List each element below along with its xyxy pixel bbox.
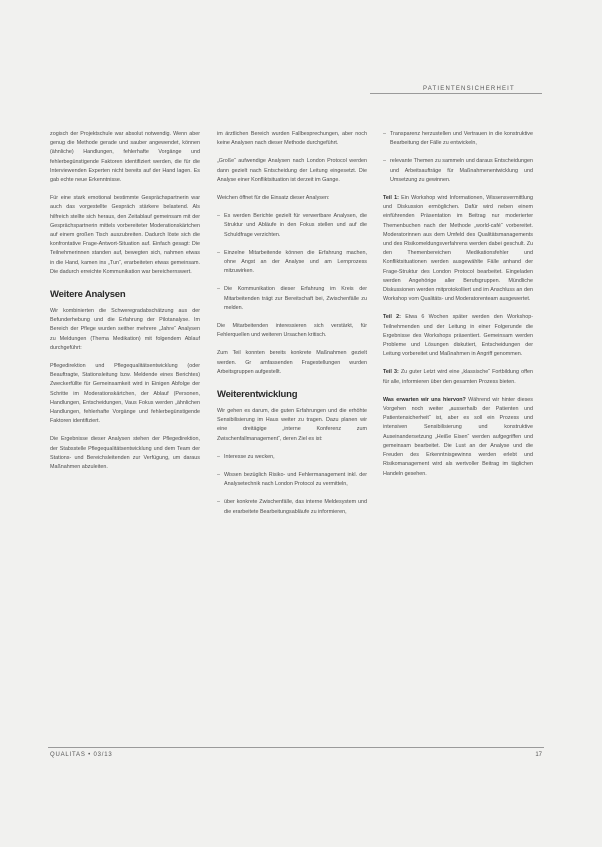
paragraph: zogisch der Projektschule war absolut notwendig. Wenn aber genug die Methode gerade und sauber angewendet, können (ähnliche) Handlungen, fehlerhafte Vorgänge und fehlerbegünstigende Faktoren identifiziert werden, die für die Interviewenden Experten nicht bereits auf der Hand lagen. Es gab echte neue Erkenntnisse. bbox=[50, 131, 200, 184]
bullet-list bbox=[217, 212, 367, 313]
paragraph: im ärztlichen Bereich wurden Fallbesprechungen, aber noch keine Analysen nach dieser Methode durchgeführt. bbox=[217, 131, 367, 147]
running-title: PATIENTENSICHERHEIT bbox=[420, 86, 526, 92]
paragraph-text: Ein Workshop wird Informationen, Wissensvermittlung und Diskussion ermöglichen. Dafür wird neben einem einführenden Präsentation im Beitrag nur moderierter Themenbuchen nach der Methode „world-café“ vorbereitet. Moderatorinnen aus dem Umfeld des Qualitätsmanagements und des Risikomeldungsverfahrens werden dabei geschult. Zu den Themenbereichen Medikationsfehler und Konfliktsituationen werden ausgewählte Fälle anhand der Frage-Struktur des London Protocol bearbeitet. Eingeladen werden Angehörige aller Berufsgruppen. Mündliche Diskussionen werden mitprotokolliert und im Anschluss an den Workshop vom Qualitäts- und Moderatorenteam ausgewertet. bbox=[383, 195, 533, 303]
paragraph-lead: Teil 1: bbox=[383, 195, 399, 202]
header-rule bbox=[370, 93, 542, 94]
bullet-list bbox=[217, 453, 367, 517]
list-item: – Wissen bezüglich Risiko- und Fehlermanagement inkl. der Analysetechnik nach London Protocol zu vermitteln, bbox=[217, 471, 367, 489]
paragraph: Die Ergebnisse dieser Analysen stehen der Pflegedirektion, der Stabsstelle Pflegequalitätsentwicklung und dem Team der Stations- und Bereichsleitenden zur Verfügung, um daraus Maßnahmen abzuleiten. bbox=[50, 436, 200, 471]
bullet-list bbox=[383, 130, 533, 185]
paragraph-lead: Was erwarten wir uns hiervon? bbox=[383, 396, 466, 403]
paragraph: Pflegedirektion und Pflegequalitätsentwicklung (oder Beauftragte, Stationsleitung bzw. Meldende eines Berichtes) Zweckerfüllte für Gemeinsamkeit wird in Einigen Abfolge der Schritte im Moderationskärtchen, der Ablauf (Personen, Handlungen, Entscheidungen, Vaus Fokus werden „ähnlichen Handlungen, fehlerhafte Vorgänge und fehlerbegünstigende Faktoren identifiziert. bbox=[50, 363, 200, 425]
paragraph: Für eine stark emotional bestimmte Gesprächspartnerin war auch das vorgestellte Gespräch stärkere belastend. Als hilfreich stellte sich heraus, den Zeitablauf gemeinsam mit der Gesprächspartnerin mittels vorbereiteter Moderationskärtchen auf einem großen Tisch auszubreiten. Dadurch löste sich die konfrontative Frage-Antwort-Situation auf. Einfach gesagt: Die Teilnehmerinnen standen auf, bewegten sich, nahmen etwas in die Hand, kamen ins „Tun“, erarbeiteten etwas gemeinsam. Die dadurch erreichte Kommunikation war bereichernswert. bbox=[50, 195, 200, 275]
paragraph-text: Während wir hinter dieses Vorgehen noch weiter „ausserhalb der Patienten und Patientensicherheit“ ist, aber es soll ein Prozess und intensiven Sensibilisierung und konstruktive Auseinandersetzung „Heiße Eisen“ werden aufgegriffen und gemeinsam bearbeitet. Die Lust an der Analyse und die Freuden des Erkenntnisgewinns werden erlebt und Risikomanagement wird als wertvoller Beitrag im täglichen Handeln gesehen. bbox=[383, 396, 533, 477]
paragraph bbox=[383, 313, 533, 359]
list-item: – relevante Themen zu sammeln und daraus Entscheidungen und Arbeitsaufträge für Maßnahmenentwicklung und Umsetzung zu gewinnen. bbox=[383, 157, 533, 185]
section-heading-weitere-analysen: Weitere Analysen bbox=[50, 289, 126, 301]
column-1 bbox=[50, 130, 200, 481]
list-item: – Einzelne Mitarbeitende können die Erfahrung machen, ohne Angst an der Analyse und am Lernprozess mitzuwirken. bbox=[217, 249, 367, 277]
paragraph bbox=[383, 368, 533, 386]
paragraph-lead: Teil 3: bbox=[383, 369, 399, 376]
paragraph: Zum Teil konnten bereits konkrete Maßnahmen gezielt werden. Gr amfassenden Fragestellungen wurden Arbeitsgruppen aufgestellt. bbox=[217, 350, 367, 375]
footer-rule bbox=[48, 747, 544, 748]
paragraph: Wir kombinierten die Schweregradabschätzung aus der Befunderhebung und die Erfahrung der Pilotanalyse. Im Bereich der Pflege wurden seither mehrere „Jahre“ Analysen zu Meldungen (Thema Medikation) mit folgendem Ablauf durchgeführt: bbox=[50, 308, 200, 351]
list-item: – Transparenz herzustellen und Vertrauen in die konstruktive Bearbeitung der Fälle zu entwickeln, bbox=[383, 130, 533, 148]
list-item: – Interesse zu wecken, bbox=[217, 453, 367, 462]
paragraph-text: Zu guter Letzt wird eine „klassische“ Fortbildung offen für alle, informieren über den gesamten Prozess bieten. bbox=[383, 369, 534, 385]
column-3 bbox=[383, 130, 533, 488]
list-item: – Es werden Berichte gezielt für verwertbare Analysen, die Struktur und Abläufe in den Fokus stellen und auf die Schuldfrage verzichten. bbox=[217, 212, 367, 240]
paragraph: „Große“ aufwendige Analysen nach London Protocol werden dann gezielt nach Entscheidung der Leitung eingesetzt. Die Analyse einer Konfliktsituation ist derzeit im Gange. bbox=[217, 158, 367, 183]
journal-footer: QUALITAS • 03/13 bbox=[50, 752, 113, 758]
paragraph-text: Etwa 6 Wochen später werden den Workshop-Teilnehmenden und der Leitung in einer Folgerunde die Ergebnisse des Workshops präsentiert. Gemeinsam werden Probleme und Lösungen diskutiert, Entscheidungen der Leitung vorbereitet und Maßnahmen in Angriff genommen. bbox=[383, 314, 533, 358]
section-heading-weiterentwicklung: Weiterentwicklung bbox=[217, 389, 298, 401]
paragraph: Die Mitarbeitenden interessieren sich verstärkt, für Fehlerquellen und weiteren Ursachen kritisch. bbox=[217, 323, 367, 339]
paragraph: Wir gehen es darum, die guten Erfahrungen und die erhöhte Sensibilisierung im Haus weiter zu tragen. Dazu planen wir eine dreitägige „interne Konferenz zum Zwischenfallmanagement“, deren Ziel es ist: bbox=[217, 408, 367, 442]
paragraph bbox=[383, 194, 533, 304]
page-number: 17 bbox=[535, 752, 542, 758]
list-item: – über konkrete Zwischenfälle, das interne Meldesystem und die erarbeitete Bearbeitungsabläufe zu informieren, bbox=[217, 498, 367, 516]
paragraph: Weichen öffnet für die Einsatz dieser Analysen: bbox=[217, 195, 330, 202]
list-item: – Die Kommunikation dieser Erfahrung im Kreis der Mitarbeitenden trägt zur Bereitschaft bei, Zwischenfälle zu melden. bbox=[217, 285, 367, 313]
column-2 bbox=[217, 130, 367, 526]
paragraph-lead: Teil 2: bbox=[383, 314, 401, 321]
paragraph bbox=[383, 396, 533, 479]
